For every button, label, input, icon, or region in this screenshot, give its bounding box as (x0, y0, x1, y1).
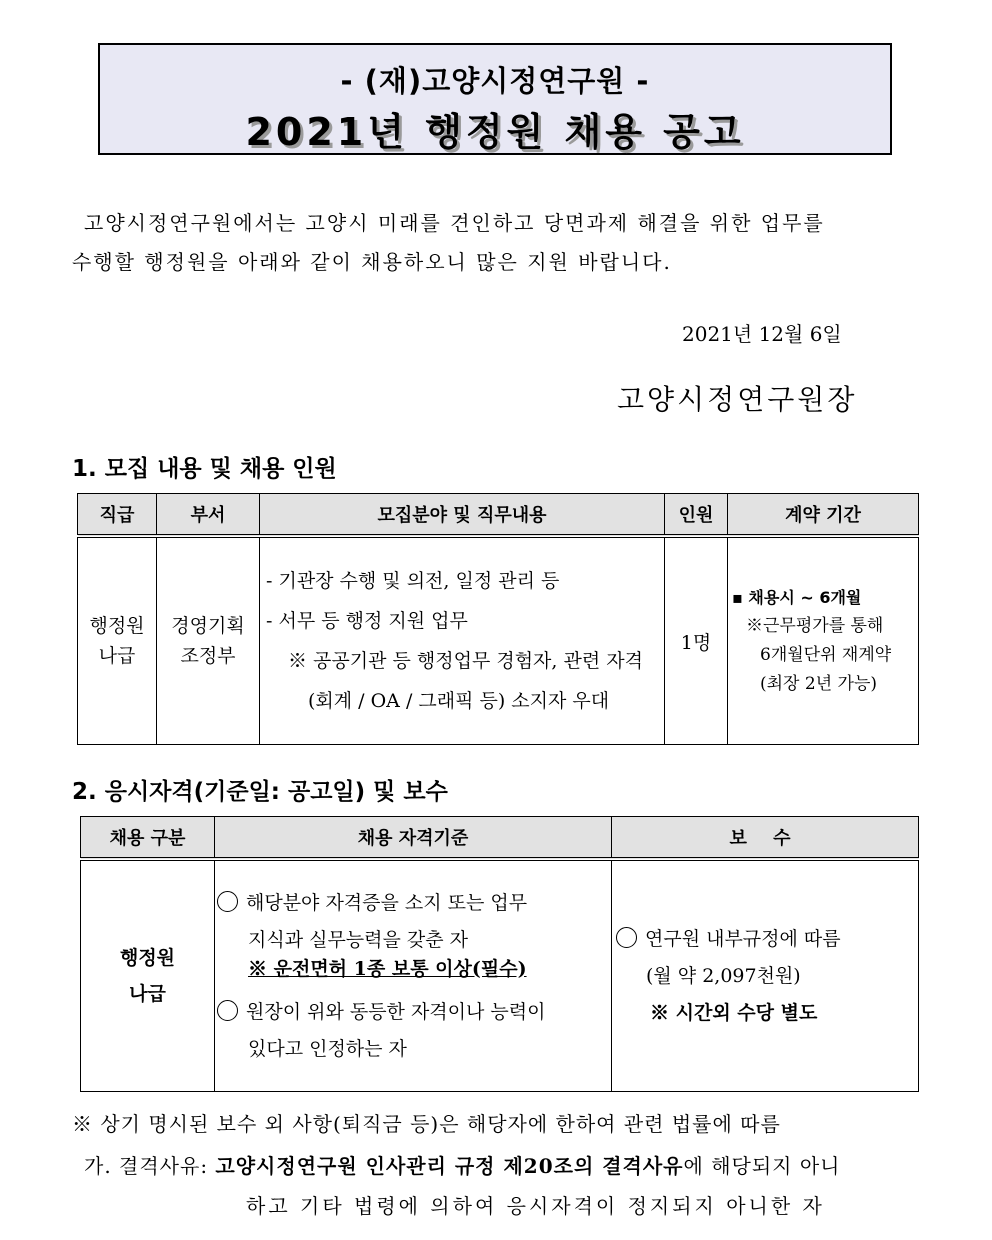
duty-note: ※ 공공기관 등 행정업무 경험자, 관련 자격 (288, 650, 643, 672)
duty-item: - 기관장 수행 및 의전, 일정 관리 등 (266, 570, 560, 592)
footer-note: ※ 상기 명시된 보수 외 사항(퇴직금 등)은 해당자에 한하여 관련 법률에 따름 (72, 1112, 781, 1136)
section1-heading: 1. 모집 내용 및 채용 인원 (72, 456, 337, 482)
table-row (78, 536, 919, 745)
circle-bullet-icon (217, 1000, 238, 1021)
qualification-cell (215, 859, 612, 1092)
duty-item: - 서무 등 행정 지원 업무 (266, 610, 468, 632)
intro-text-line1: 고양시정연구원에서는 고양시 미래를 견인하고 당면과제 해결을 위한 업무를 (84, 211, 825, 235)
term-cell (728, 536, 919, 745)
qualification-required-note: ※ 운전면허 1종 보통 이상(필수) (248, 957, 527, 980)
grade-cell (78, 536, 157, 745)
pay-amount: (월 약 2,097천원) (646, 964, 801, 987)
dept-cell (157, 536, 260, 745)
col-header-term: 계약 기간 (728, 494, 919, 537)
notice-date: 2021년 12월 6일 (682, 322, 842, 346)
term-line4: (최장 2년 가능) (760, 674, 877, 694)
term-line1: ▪ 채용시 ~ 6개월 (732, 588, 862, 607)
circle-bullet-icon (616, 927, 637, 948)
category-line2: 나급 (129, 983, 166, 1005)
section2-heading: 2. 응시자격(기준일: 공고일) 및 보수 (72, 779, 448, 805)
intro-text-line2: 수행할 행정원을 아래와 같이 채용하오니 많은 지원 바랍니다. (72, 250, 672, 274)
title-box (98, 43, 892, 155)
disqualification-rest: 에 해당되지 아니 (683, 1154, 841, 1178)
category-line1: 행정원 (119, 947, 176, 969)
circle-bullet-icon (217, 891, 238, 912)
qualification-item: 해당분야 자격증을 소지 또는 업무 (246, 891, 528, 914)
dept-line2: 조정부 (180, 645, 236, 667)
disqualification-continued: 하고 기타 법령에 의하여 응시자격이 정지되지 아니한 자 (246, 1194, 825, 1218)
title-subheading: - (재)고양시정연구원 - (340, 64, 650, 98)
pay-item: 연구원 내부규정에 따름 (645, 927, 841, 950)
headcount-cell: 1명 (665, 536, 728, 745)
disqualification-item (84, 1150, 840, 1179)
col-header-duties: 모집분야 및 직무내용 (260, 494, 665, 537)
duties-cell (260, 536, 665, 745)
page-title: 2021년 행정원 채용 공고 (245, 110, 745, 154)
table-row (81, 859, 919, 1092)
term-line2: ※근무평가를 통해 (746, 616, 884, 636)
col-header-headcount: 인원 (665, 494, 728, 537)
issuer-name: 고양시정연구원장 (617, 383, 858, 416)
col-header-category: 채용 구분 (81, 817, 215, 860)
qualification-item-cont: 지식과 실무능력을 갖춘 자 (248, 928, 469, 951)
term-line3: 6개월단위 재계약 (760, 645, 892, 665)
qualification-item: 원장이 위와 동등한 자격이나 능력이 (246, 1000, 546, 1023)
col-header-qualification: 채용 자격기준 (215, 817, 612, 860)
dept-line1: 경영기획 (171, 615, 245, 637)
disqualification-label: 가. 결격사유: (84, 1154, 216, 1178)
pay-cell (612, 859, 919, 1092)
col-header-grade: 직급 (78, 494, 157, 537)
grade-line2: 나급 (98, 645, 136, 667)
table-header-row (81, 817, 919, 860)
recruitment-table (77, 493, 919, 745)
col-header-pay: 보 수 (612, 817, 919, 860)
grade-line1: 행정원 (89, 615, 145, 637)
duty-note: (회계 / OA / 그래픽 등) 소지자 우대 (308, 690, 610, 712)
col-header-dept: 부서 (157, 494, 260, 537)
qualification-table (80, 816, 919, 1092)
category-cell (81, 859, 215, 1092)
qualification-item-cont: 있다고 인정하는 자 (248, 1037, 407, 1060)
table-header-row (78, 494, 919, 537)
pay-overtime-note: ※ 시간외 수당 별도 (650, 1001, 818, 1024)
disqualification-rule: 고양시정연구원 인사관리 규정 제20조의 결격사유 (215, 1154, 684, 1178)
